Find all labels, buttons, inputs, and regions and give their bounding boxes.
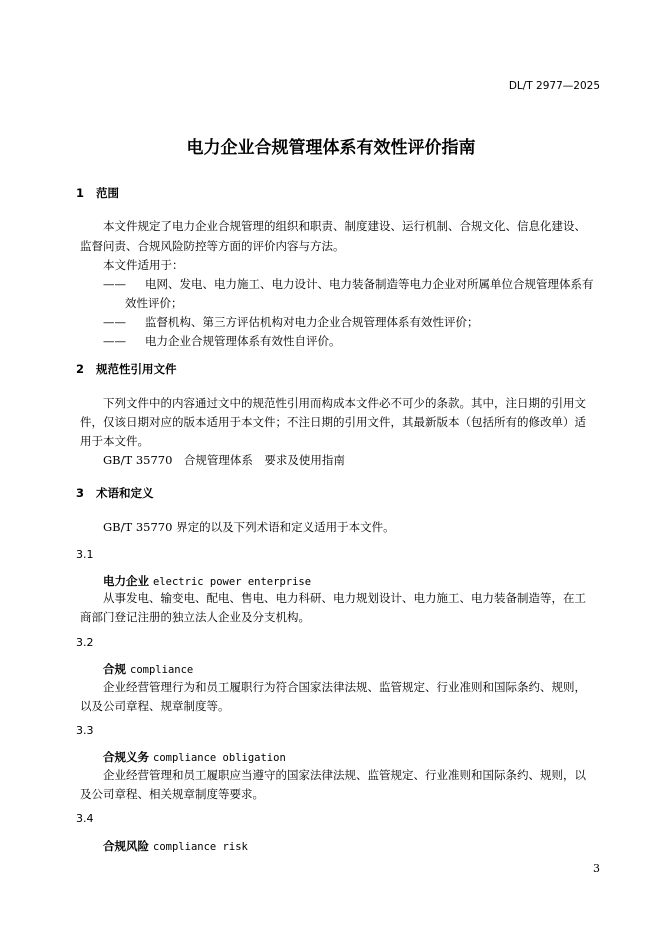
section-heading-scope (76, 185, 119, 201)
list-item-text: 电网、发电、电力施工、电力设计、电力装备制造等电力企业对所属单位合规管理体系有 (145, 277, 594, 291)
term-name-en: compliance obligation (153, 752, 286, 764)
list-item-text: 监督机构、第三方评估机构对电力企业合规管理体系有效性评价； (145, 315, 479, 329)
reference-entry: GB/T 35770 合规管理体系 要求及使用指南 (103, 453, 345, 467)
term-definition-line: 企业经营管理和员工履职应当遵守的国家法律法规、监管规定、行业准则和国际条约、规则，以 (103, 768, 586, 782)
paragraph-line: 件，仅该日期对应的版本适用于本文件；不注日期的引用文件，其最新版本（包括所有的修改单）适 (80, 415, 586, 429)
term-name-en: compliance risk (153, 841, 248, 853)
list-item (103, 312, 479, 332)
term-number: 3.2 (76, 636, 94, 649)
list-dash: —— (103, 315, 126, 329)
term-definition-line: 及公司章程、相关规章制度等要求。 (80, 787, 264, 801)
paragraph-line: 监督问责、合规风险防控等方面的评价内容与方法。 (80, 239, 345, 253)
list-dash: —— (103, 334, 126, 348)
term-definition-line: 商部门登记注册的独立法人企业及分支机构。 (80, 610, 310, 624)
paragraph-line: 下列文件中的内容通过文中的规范性引用而构成本文件必不可少的条款。其中，注日期的引用文 (103, 396, 586, 410)
section-title: 术语和定义 (96, 486, 154, 500)
term-name-cn: 电力企业 (103, 574, 149, 588)
term-title (103, 661, 193, 677)
paragraph-line: 用于本文件。 (80, 434, 149, 448)
term-title (103, 838, 248, 854)
term-number: 3.4 (76, 812, 94, 825)
list-item-text: 电力企业合规管理体系有效性自评价。 (145, 334, 341, 348)
term-definition-line: 企业经营管理行为和员工履职行为符合国家法律法规、监管规定、行业准则和国际条约、规则， (103, 680, 586, 694)
page-number: 3 (593, 862, 600, 875)
list-item (103, 274, 594, 294)
list-dash: —— (103, 277, 126, 291)
term-name-en: compliance (130, 664, 194, 676)
page-title: 电力企业合规管理体系有效性评价指南 (186, 138, 476, 158)
list-item (103, 331, 341, 351)
term-name-en: electric power enterprise (153, 576, 312, 588)
section-number: 2 (76, 362, 85, 376)
term-title (103, 749, 286, 765)
term-title (103, 573, 311, 589)
term-definition-line: 以及公司章程、规章制度等。 (80, 699, 230, 713)
term-number: 3.3 (76, 724, 94, 737)
section-heading-terms-definitions (76, 485, 154, 501)
term-definition-line: 从事发电、输变电、配电、售电、电力科研、电力规划设计、电力施工、电力装备制造等，在工 (103, 591, 586, 605)
section-title: 规范性引用文件 (96, 362, 177, 376)
term-name-cn: 合规义务 (103, 750, 149, 764)
section-heading-normative-references (76, 361, 177, 377)
term-name-cn: 合规 (103, 662, 126, 676)
section-number: 1 (76, 186, 85, 200)
paragraph-line: GB/T 35770 界定的以及下列术语和定义适用于本文件。 (103, 520, 395, 534)
term-number: 3.1 (76, 548, 94, 561)
term-name-cn: 合规风险 (103, 839, 149, 853)
section-number: 3 (76, 486, 85, 500)
standard-code: DL/T 2977—2025 (508, 80, 600, 92)
paragraph-line: 本文件规定了电力企业合规管理的组织和职责、制度建设、运行机制、合规文化、信息化建设、 (103, 219, 586, 233)
paragraph-line: 本文件适用于： (103, 258, 184, 272)
section-title: 范围 (96, 186, 119, 200)
list-item-continuation: 效性评价； (125, 296, 183, 310)
